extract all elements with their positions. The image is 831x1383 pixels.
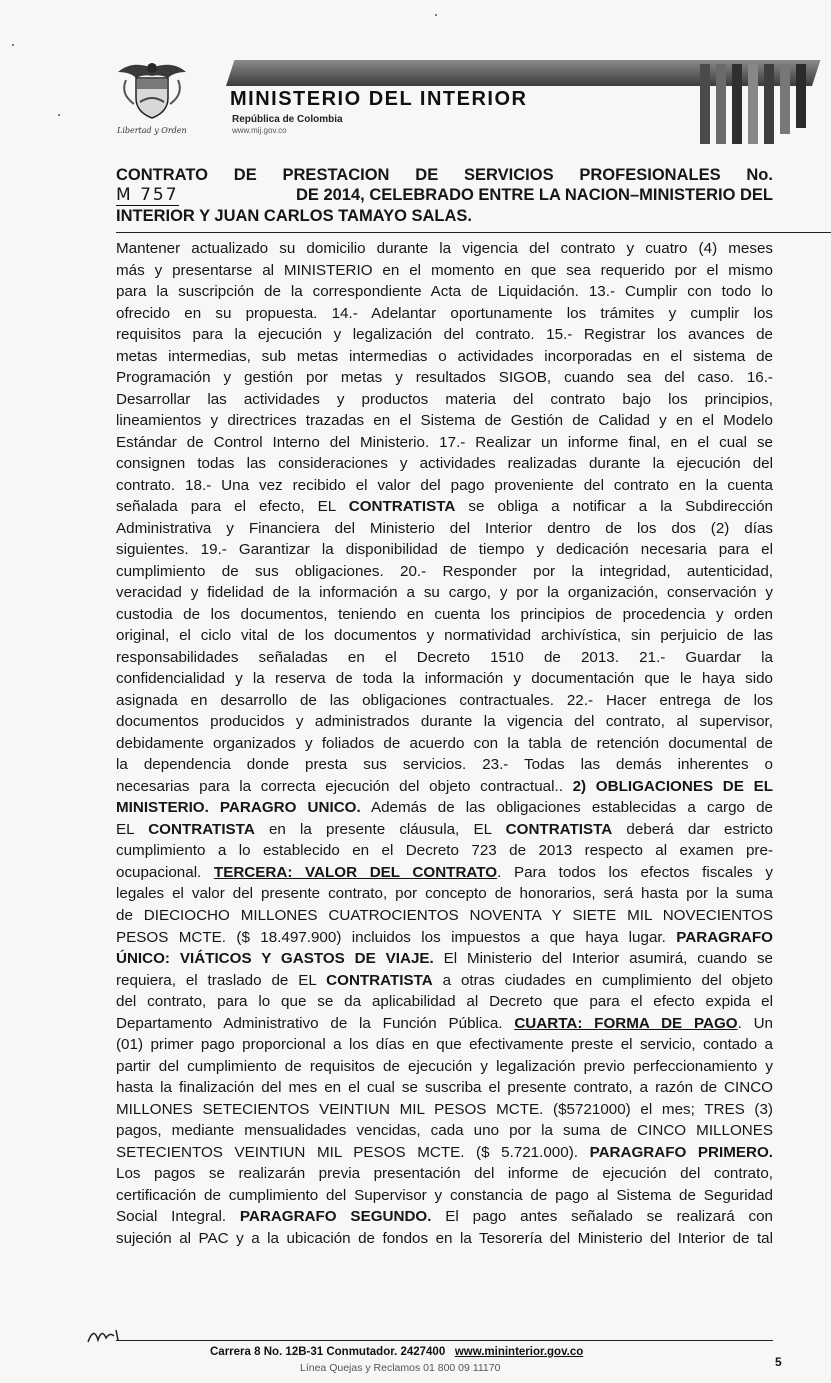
body-line: SETECIENTOS VEINTIUN MIL PESOS MCTE. ($ 5.721.000). PARAGRAFO PRIMERO. <box>116 1143 773 1161</box>
footer-address-text: Carrera 8 No. 12B-31 Conmutador. 2427400 <box>210 1346 446 1358</box>
body-line: contrato. 18.- Una vez recibido el valor del pago proveniente del contrato en la cuenta <box>116 476 773 494</box>
body-line: veracidad y fidelidad de la información a su cargo, y por la organización, conservación y <box>116 584 773 602</box>
body-line: más y presentarse al MINISTERIO en el momento en que sea requerido por el mismo <box>116 261 773 279</box>
body-line: sujeción al PAC y a la ubicación de fondos en la Tesorería del Ministerio del Interior de tal <box>116 1229 773 1247</box>
footer-website-link[interactable]: www.mininterior.gov.co <box>454 1346 584 1358</box>
body-line: metas intermedias, sub metas intermedias o actividades incorporadas en el sistema de <box>116 347 773 365</box>
scan-speck <box>12 44 14 46</box>
handwritten-initials-icon <box>86 1322 126 1346</box>
title-line-2 <box>116 185 773 206</box>
body-line: original, el ciclo vital de los documentos y normatividad archivística, sin perjuicio de las <box>116 627 773 645</box>
body-line: partir del cumplimiento de requisitos de ejecución y legalización previo perfeccionamiento y <box>116 1057 773 1075</box>
body-line: certificación de cumplimiento del Supervisor y constancia de pago al Sistema de Seguridad <box>116 1186 773 1204</box>
body-line: confidencialidad y la reserva de toda la información y documentación que le haya sido <box>116 670 773 688</box>
title-word: No. <box>746 166 773 184</box>
title-word: DE <box>233 166 257 184</box>
title-line-1 <box>116 165 773 185</box>
body-line: Social Integral. PARAGRAFO SEGUNDO. El pago antes señalado se realizará con <box>116 1208 773 1226</box>
body-line: la dependencia donde presta sus servicios. 23.- Todas las demás inherentes o <box>116 756 773 774</box>
body-line: asignada en desarrollo de las obligaciones contractuales. 22.- Hacer entrega de los <box>116 691 773 709</box>
contract-number: M 757 <box>116 185 179 205</box>
contract-body <box>116 238 773 1249</box>
scan-speck <box>435 14 437 16</box>
body-line: lineamientos y directrices trazadas en el Sistema de Gestión de Calidad y en el Modelo <box>116 412 773 430</box>
title-word: DE <box>415 166 439 184</box>
title-line-3 <box>116 206 773 226</box>
body-line: Desarrollar las actividades y productos materia del contrato bajo los principios, <box>116 390 773 408</box>
republic-name: República de Colombia <box>232 114 343 125</box>
title-word: PROFESIONALES <box>579 166 721 184</box>
title-word: CONTRATO <box>116 166 208 184</box>
body-line: custodia de los documentos, teniendo en cuenta los principios de procedencia y orden <box>116 605 773 623</box>
body-line: para la suscripción de la correspondiente Acta de Liquidación. 13.- Cumplir con todo lo <box>116 283 773 301</box>
body-line: cumplimiento a lo establecido en el Decreto 723 de 2013 respecto al examen pre- <box>116 842 773 860</box>
body-line: de DIECIOCHO MILLONES CUATROCIENTOS NOVENTA Y SIETE MIL NOVECIENTOS <box>116 906 773 924</box>
body-line: MINISTERIO. PARAGRO UNICO. Además de las obligaciones establecidas a cargo de <box>116 799 773 817</box>
body-line: hasta la finalización del mes en el cual se suscriba el presente contrato, a razón de CINCO <box>116 1079 773 1097</box>
body-line: legales el valor del presente contrato, por concepto de honorarios, será hasta por la suma <box>116 885 773 903</box>
body-line: Los pagos se realizarán previa presentación del informe de ejecución del contrato, <box>116 1165 773 1183</box>
page-number: 5 <box>775 1355 782 1369</box>
body-line: ocupacional. TERCERA: VALOR DEL CONTRATO. Para todos los efectos fiscales y <box>116 863 773 881</box>
coat-of-arms-icon <box>112 58 192 120</box>
body-line: Estándar de Control Interno del Ministerio. 17.- Realizar un informe final, en el cual se <box>116 433 773 451</box>
body-line: del contrato, para lo que se da aplicabilidad al Decreto que para el efecto expida el <box>116 993 773 1011</box>
body-line: requisitos para la ejecución y legalización del contrato. 15.- Registrar los avances de <box>116 326 773 344</box>
letterhead-website: www.mij.gov.co <box>232 126 287 135</box>
body-line: MILLONES SETECIENTOS VEINTIUN MIL PESOS MCTE. ($5721000) el mes; TRES (3) <box>116 1100 773 1118</box>
body-line: ÚNICO: VIÁTICOS Y GASTOS DE VIAJE. El Ministerio del Interior asumirá, cuando se <box>116 950 773 968</box>
body-line: EL CONTRATISTA en la presente cláusula, EL CONTRATISTA deberá dar estricto <box>116 820 773 838</box>
body-line: consignen todas las consideraciones y actividades realizadas durante la ejecución del <box>116 455 773 473</box>
body-line: siguientes. 19.- Garantizar la disponibilidad de tiempo y dedicación necesaria para el <box>116 541 773 559</box>
body-line: (01) primer pago proporcional a los días en que efectivamente preste el servicio, contado a <box>116 1036 773 1054</box>
body-line: Administrativa y Financiera del Ministerio del Interior dentro de los dos (2) días <box>116 519 773 537</box>
title-word: PRESTACION <box>282 166 390 184</box>
title-line-2-text: DE 2014, CELEBRADO ENTRE LA NACION–MINISTERIO DEL <box>295 186 773 204</box>
body-line: pagos, mediante mensualidades vencidas, cada uno por la suma de CINCO MILLONES <box>116 1122 773 1140</box>
footer-divider <box>116 1340 773 1341</box>
ministry-name: MINISTERIO DEL INTERIOR <box>230 88 528 110</box>
footer-address <box>210 1346 583 1358</box>
body-line: cumplimiento de sus obligaciones. 20.- Responder por la integridad, autenticidad, <box>116 562 773 580</box>
body-line: PESOS MCTE. ($ 18.497.900) incluidos los impuestos a que haya lugar. PARAGRAFO <box>116 928 773 946</box>
body-line: señalada para el efecto, EL CONTRATISTA se obliga a notificar a la Subdirección <box>116 498 773 516</box>
body-line: Programación y gestión por metas y resultados SIGOB, cuando sea del caso. 16.- <box>116 369 773 387</box>
body-line: necesarias para la correcta ejecución del objeto contractual.. 2) OBLIGACIONES DE EL <box>116 777 773 795</box>
contract-title <box>116 165 773 226</box>
body-line: ofrecido en su propuesta. 14.- Adelantar oportunamente los trámites y cumplir los <box>116 304 773 322</box>
footer-claims-line: Línea Quejas y Reclamos 01 800 09 11170 <box>300 1362 501 1374</box>
body-line: responsabilidades señaladas en el Decreto 1510 de 2013. 21.- Guardar la <box>116 648 773 666</box>
body-line: Departamento Administrativo de la Función Pública. CUARTA: FORMA DE PAGO. Un <box>116 1014 774 1032</box>
scan-speck <box>58 114 60 116</box>
body-line: requiera, el traslado de EL CONTRATISTA a otras ciudades en cumplimiento del objeto <box>116 971 773 989</box>
title-divider <box>116 232 831 233</box>
body-line: documentos producidos y administrados durante la vigencia del contrato, al supervisor, <box>116 713 773 731</box>
body-line: Mantener actualizado su domicilio durante la vigencia del contrato y cuatro (4) meses <box>116 240 773 257</box>
title-line-3-text: INTERIOR Y JUAN CARLOS TAMAYO SALAS. <box>116 207 473 225</box>
title-word: SERVICIOS <box>464 166 554 184</box>
body-line: debidamente organizados y foliados de acuerdo con la tabla de retención documental de <box>116 734 773 752</box>
letterhead <box>0 0 831 150</box>
motto-text: Libertad y Orden <box>117 126 187 135</box>
